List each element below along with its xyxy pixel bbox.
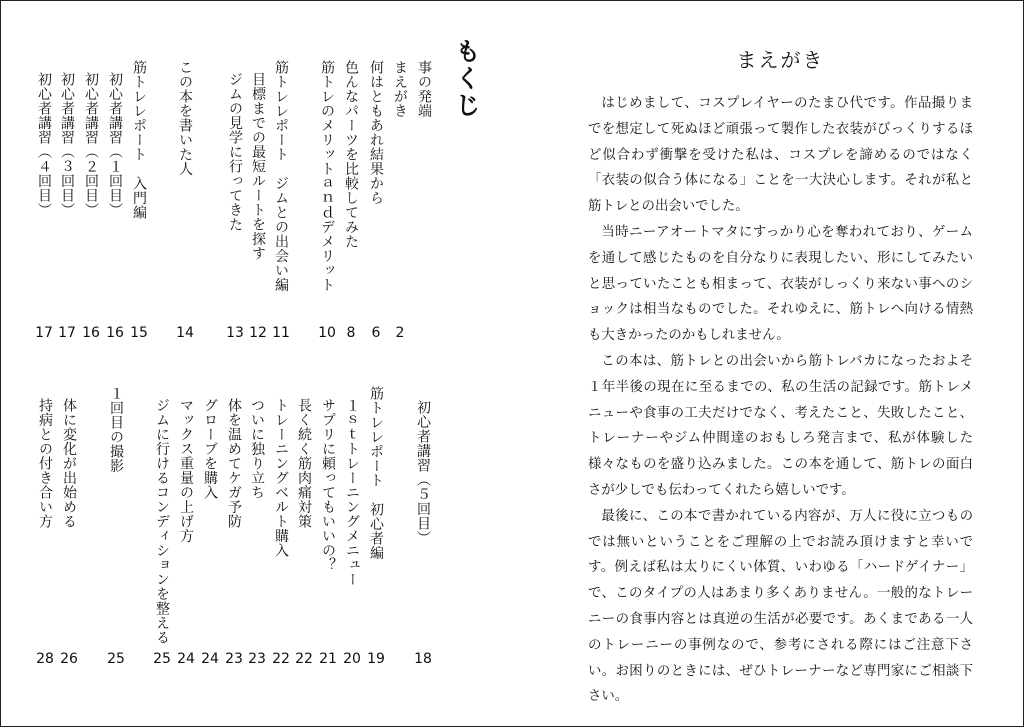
- toc-page-number: 23: [248, 651, 266, 667]
- toc-entry-title[interactable]: 持病との付き合い方: [37, 398, 53, 529]
- toc-title: もくじ: [452, 38, 481, 119]
- toc-entry-title[interactable]: 長く続く筋肉痛対策: [296, 398, 312, 529]
- preface-paragraph: はじめまして、コスプレイヤーのたまひ代です。作品撮りまでを想定して死ぬほど頑張って製作した衣装がびっくりするほど似合わず衝撃を受けた私は、コスプレを諦めるのではなく「衣装の似合う体になる」ことを一大決心します。それが私と筋トレとの出会いでした。: [588, 96, 973, 215]
- toc-entry-title[interactable]: マックス重量の上げ方: [178, 398, 194, 543]
- toc-page-number: 22: [295, 651, 313, 667]
- toc-entry-title[interactable]: ついに独り立ち: [249, 398, 265, 500]
- toc-page-number: 16: [106, 325, 124, 341]
- toc-entry-title[interactable]: ジムに行けるコンディションを整える: [154, 398, 170, 645]
- toc-page-number: 17: [35, 325, 53, 341]
- toc-page-number: 2: [395, 325, 405, 341]
- preface-paragraph: この本は、筋トレとの出会いから筋トレバカになったおよそ１年半後の現在に至るまでの、私の生活の記録です。筋トレメニューや食事の工夫だけでなく、考えたこと、失敗したこと、トレーナーやジム仲間達のおもしろ発言まで、私が体験した様々なものを盛り込みました。この本を通して、筋トレの面白さが少しでも伝わってくれたら嬉しいです。: [588, 353, 973, 498]
- toc-entry-title[interactable]: ジムの見学に行ってきた: [227, 72, 243, 232]
- preface-title: まえがき: [736, 48, 825, 72]
- toc-page-number: 25: [153, 651, 171, 667]
- toc-entry-title[interactable]: 事の発端: [416, 60, 432, 118]
- toc-entry-title[interactable]: グローブを購入: [202, 398, 218, 500]
- toc-page-number: 24: [177, 651, 195, 667]
- toc-entry-title[interactable]: 色んなパーツを比較してみた: [343, 60, 359, 249]
- toc-page-number: 24: [201, 651, 219, 667]
- toc-page-number: 23: [225, 651, 243, 667]
- toc-page-number: 18: [414, 651, 432, 667]
- toc-page-number: 13: [226, 325, 244, 341]
- toc-page-number: 25: [107, 651, 125, 667]
- toc-page-number: 21: [319, 651, 337, 667]
- toc-entry-title[interactable]: １ｓｔトレーニングメニュー: [344, 398, 360, 587]
- toc-page-number: 14: [176, 325, 194, 341]
- toc-page-number: 26: [60, 651, 78, 667]
- toc-entry-title[interactable]: 初心者講習（５回目）: [415, 400, 431, 545]
- toc-entry-title[interactable]: まえがき: [392, 60, 408, 118]
- toc-entry-title[interactable]: 初心者講習（４回目）: [36, 72, 52, 217]
- toc-entry-title[interactable]: 筋トレのメリットａｎｄデメリット: [319, 60, 335, 292]
- toc-page-number: 17: [58, 325, 76, 341]
- toc-entry-title[interactable]: １回目の撮影: [108, 386, 124, 473]
- toc-page-number: 12: [249, 325, 267, 341]
- toc-page-number: 8: [346, 325, 356, 341]
- toc-entry-title[interactable]: 目標までの最短ルートを探す: [250, 72, 266, 261]
- toc-entry-title[interactable]: 筋トレレポート 入門編: [131, 60, 147, 220]
- toc-entry-title[interactable]: この本を書いた人: [177, 60, 193, 176]
- preface-paragraph: 最後に、この本で書かれている内容が、万人に役に立つものでは無いということをご理解の上でお読み頂けますと幸いです。例えば私は太りにくい体質、いわゆる「ハードゲイナー」で、このタイプの人はあまり多くありません。一般的なトレーニーの食事内容とは真逆の生活が必要です。あくまである一人のトレーニーの事例なので、参考にされる際にはご注意下さい。お困りのときには、ぜひトレーナーなど専門家にご相談下さい。: [588, 508, 973, 705]
- toc-page-number: 15: [130, 325, 148, 341]
- toc-page-number: 19: [367, 651, 385, 667]
- toc-page-number: 10: [318, 325, 336, 341]
- toc-entry-title[interactable]: 初心者講習（１回目）: [107, 72, 123, 217]
- toc-entry-title[interactable]: 何はともあれ結果から: [368, 60, 384, 205]
- toc-page-number: 6: [371, 325, 381, 341]
- toc-entry-title[interactable]: サプリに頼ってもいいの？: [320, 398, 336, 572]
- preface: [588, 44, 973, 710]
- toc-page-number: 20: [343, 651, 361, 667]
- toc-entry-title[interactable]: 初心者講習（２回目）: [83, 72, 99, 217]
- toc-page-number: 28: [36, 651, 54, 667]
- toc-entry-title[interactable]: 体を温めてケガ予防: [226, 398, 242, 529]
- toc-entry-title[interactable]: 体に変化が出始める: [61, 398, 77, 529]
- toc-entry-title[interactable]: 筋トレレポート 初心者編: [368, 386, 384, 560]
- toc-page-number: 11: [272, 325, 290, 341]
- toc-page-number: 16: [82, 325, 100, 341]
- toc-entry-title[interactable]: トレーニングベルト購入: [273, 398, 289, 558]
- toc-page-number: 22: [272, 651, 290, 667]
- preface-paragraph: 当時ニーアオートマタにすっかり心を奪われており、ゲームを通して感じたものを自分なりに表現したい、形にしてみたいと思っていたことも相まって、衣装がしっくり来ない事へのショックは相当なものでした。それゆえに、筋トレへ向ける情熱も大きかったのかもしれません。: [588, 224, 973, 344]
- toc-entry-title[interactable]: 筋トレレポート ジムとの出会い編: [273, 60, 289, 292]
- toc-entry-title[interactable]: 初心者講習（３回目）: [59, 72, 75, 217]
